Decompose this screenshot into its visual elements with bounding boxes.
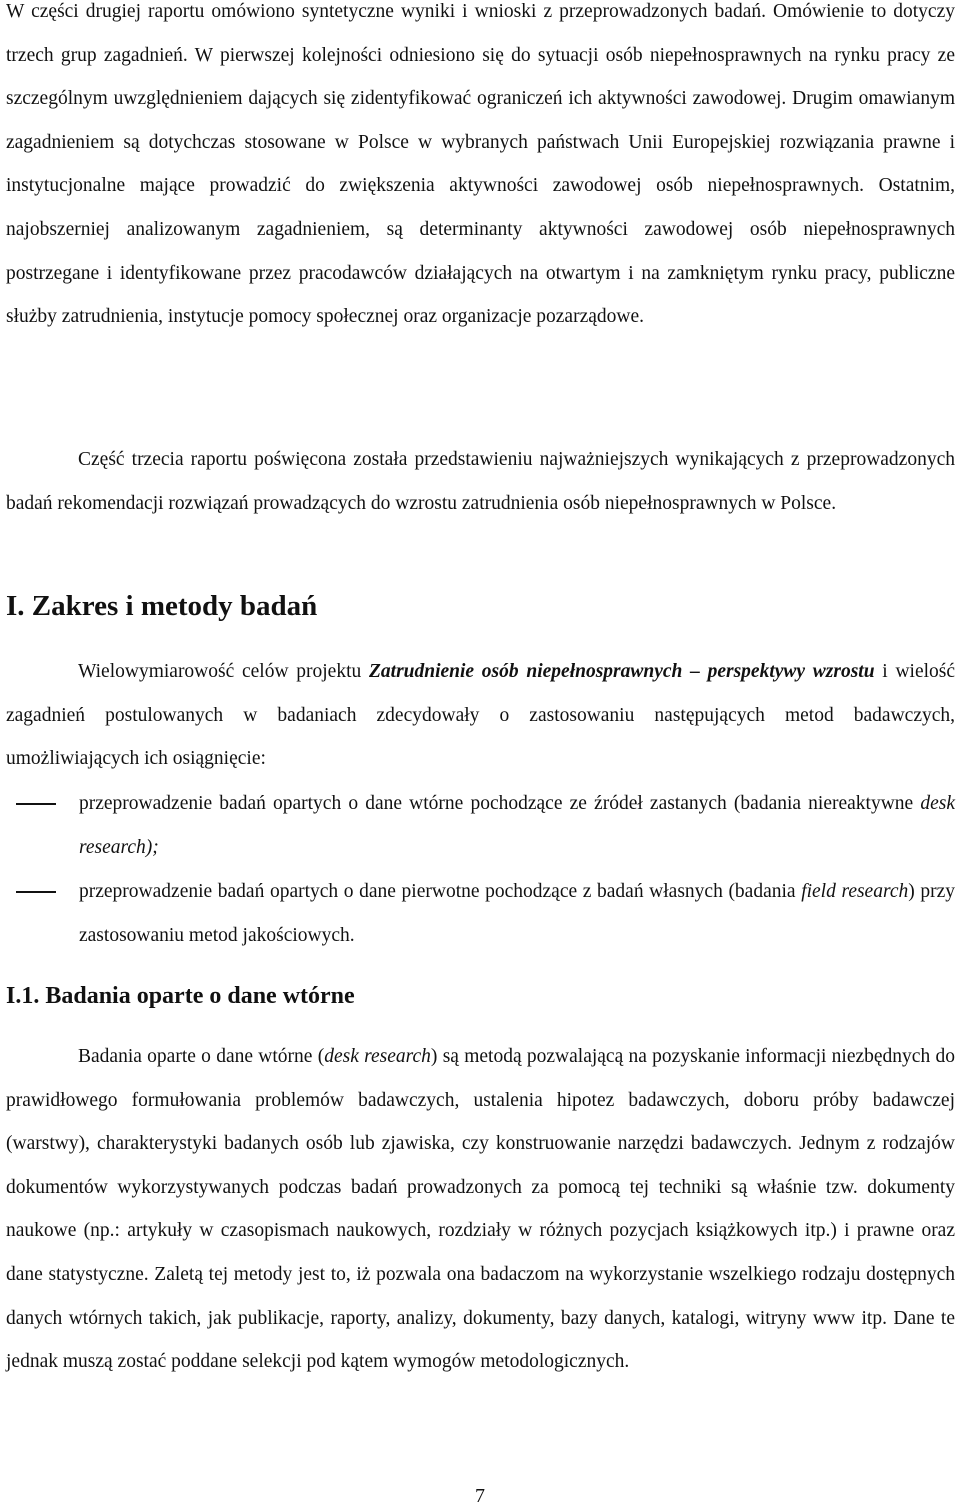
- list-text: ) przy zastosowaniu metod jakościowych.: [79, 881, 955, 946]
- paragraph-text: Wielowymiarowość celów projektu: [78, 661, 369, 682]
- list-item-text: [79, 870, 955, 957]
- project-title: Zatrudnienie osób niepełnosprawnych – perspektywy wzrostu: [368, 661, 875, 682]
- paragraph-project-goals: [6, 650, 955, 781]
- paragraph-text: ) są metodą pozwalającą na pozyskanie informacji niezbędnych do prawidłowego formułowania problemów badawczych, ustalenia hipotez badawczych, doboru próby badawczej (warstwy), charakterystyki badanych osób lub zjawiska, czy konstruowanie narzędzi badawczych. Jednym z rodzajów dokumentów wykorzystywanych podczas badań prowadzonych za pomocą tej techniki są właśnie tzw. dokumenty naukowe (np.: artykuły w czasopismach naukowych, rozdziały w różnych pozycjach książkowych itp.) i prawne oraz dane statystyczne. Zaletą tej metody jest to, iż pozwala ona badaczom na wykorzystanie wszelkiego rodzaju dostępnych danych wtórnych takich, jak publikacje, raporty, analizy, dokumenty, bazy danych, katalogi, witryny www itp. Dane te jednak muszą zostać poddane selekcji pod kątem wymogów metodologicznych.: [6, 1046, 955, 1373]
- section-heading-scope-methods: I. Zakres i metody badań: [6, 590, 318, 622]
- list-item: [6, 782, 955, 869]
- paragraph-text: i wielość zagadnień postulowanych w badaniach zdecydowały o zastosowaniu następujących metod badawczych, umożliwiających ich osiągnięcie:: [6, 661, 956, 770]
- paragraph-desk-research: [6, 1035, 955, 1384]
- list-term: field research: [801, 881, 909, 902]
- dash-bullet-icon: [16, 891, 56, 893]
- subsection-heading-secondary-data: I.1. Badania oparte o dane wtórne: [6, 983, 355, 1009]
- list-item-text: [79, 782, 955, 869]
- paragraph-report-part-three: Część trzecia raportu poświęcona została przedstawieniu najważniejszych wynikających z przeprowadzonych badań rekomendacji rozwiązań prowadzących do wzrostu zatrudnienia osób niepełnosprawnych w Polsce.: [6, 449, 955, 514]
- list-term: desk research);: [79, 793, 955, 858]
- paragraph-report-part-two: W części drugiej raportu omówiono syntetyczne wyniki i wnioski z przeprowadzonych badań. Omówienie to dotyczy trzech grup zagadnień. W pierwszej kolejności odniesiono się do sytuacji osób niepełnosprawnych na rynku pracy ze szczególnym uwzględnieniem dających się zidentyfikować ograniczeń ich aktywności zawodowej. Drugim omawianym zagadnieniem są dotychczas stosowane w Polsce w wybranych państwach Unii Europejskiej rozwiązania prawne i instytucjonalne mające prowadzić do zwiększenia aktywności zawodowej osób niepełnosprawnych. Ostatnim, najobszerniej analizowanym zagadnieniem, są determinanty aktywności zawodowej osób niepełnosprawnych postrzegane i identyfikowane przez pracodawców działających na otwartym i na zamkniętym rynku pracy, publiczne służby zatrudnienia, instytucje pomocy społecznej oraz organizacje pozarządowe.: [6, 1, 955, 328]
- page-number: 7: [475, 1485, 485, 1507]
- desk-research-term: desk research: [324, 1046, 431, 1067]
- list-text: przeprowadzenie badań opartych o dane wtórne pochodzące ze źródeł zastanych (badania niereaktywne: [79, 793, 921, 814]
- paragraph-text: Badania oparte o dane wtórne (: [78, 1046, 325, 1067]
- list-text: przeprowadzenie badań opartych o dane pierwotne pochodzące z badań własnych (badania: [79, 881, 802, 902]
- dash-bullet-icon: [16, 803, 56, 805]
- list-item: [6, 870, 955, 957]
